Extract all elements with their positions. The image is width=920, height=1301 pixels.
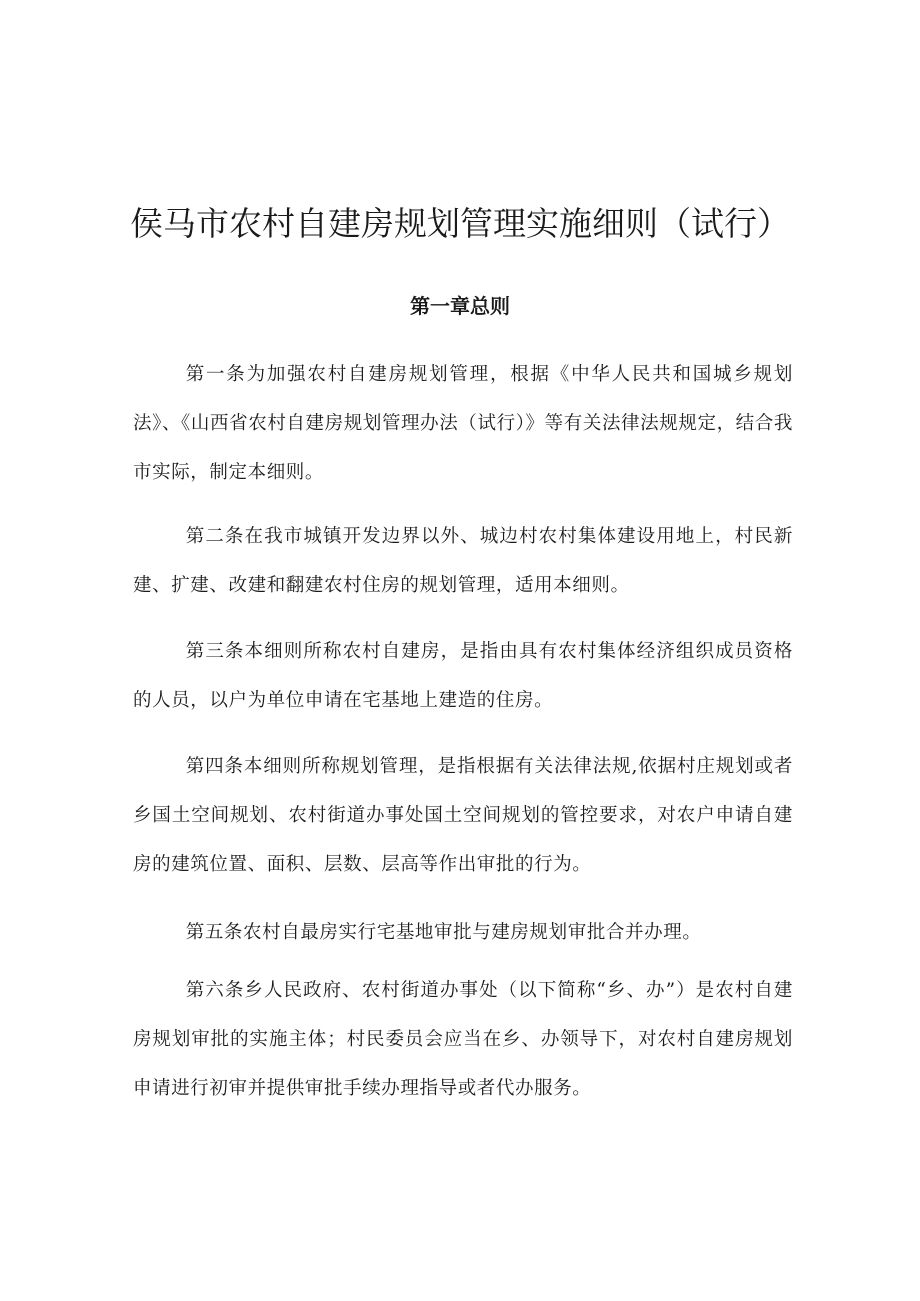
article-1: 第一条为加强农村自建房规划管理，根据《中华人民共和国城乡规划法》、《山西省农村自建房规划管理办法（试行）》等有关法律法规规定，结合我市实际，制定本细则。 [133,364,793,483]
chapter-title: 第一章总则 [410,294,510,318]
article-4: 第四条本细则所称规划管理，是指根据有关法律法规,依据村庄规划或者乡国土空间规划、农村街道办事处国土空间规划的管控要求，对农户申请自建房的建筑位置、面积、层数、层高等作出审批的行为。 [133,756,793,875]
article-5: 第五条农村自最房实行宅基地审批与建房规划审批合并办理。 [185,922,702,943]
document-title: 侯马市农村自建房规划管理实施细则（试行） [130,204,790,243]
article-6: 第六条乡人民政府、农村街道办事处（以下简称“乡、办”）是农村自建房规划审批的实施主体；村民委员会应当在乡、办领导下，对农村自建房规划申请进行初审并提供审批手续办理指导或者代办服务。 [133,980,793,1099]
article-3: 第三条本细则所称农村自建房，是指由具有农村集体经济组织成员资格的人员，以户为单位申请在宅基地上建造的住房。 [133,641,793,711]
article-2: 第二条在我市城镇开发边界以外、城边村农村集体建设用地上，村民新建、扩建、改建和翻建农村住房的规划管理，适用本细则。 [133,526,793,596]
